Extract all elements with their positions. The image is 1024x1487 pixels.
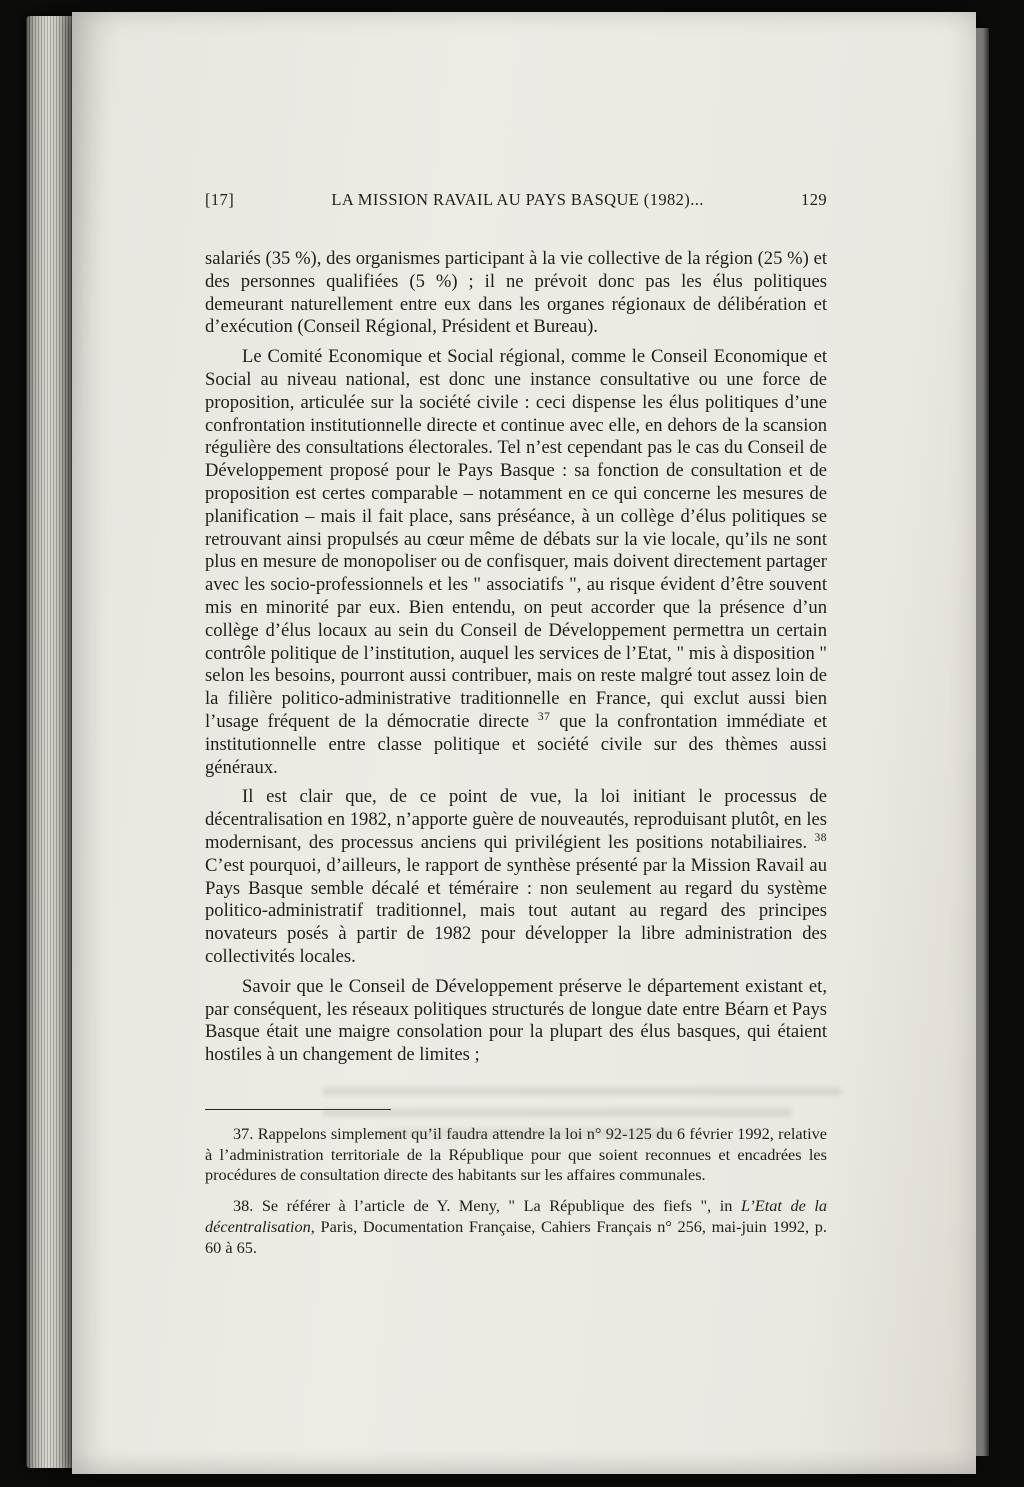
- article-locator: [17]: [205, 190, 235, 209]
- footnote-text: Paris, Documentation Française, Cahiers Français n° 256, mai-juin 1992, p. 60 à 65.: [205, 1217, 827, 1257]
- page-content: [205, 190, 827, 1269]
- footnote-38: [205, 1196, 827, 1258]
- right-page-stack-edge: [976, 28, 989, 1456]
- footnote-37: 37. Rappelons simplement qu’il faudra attendre la loi n° 92-125 du 6 février 1992, relative à l’administration territoriale de la République pour que soient reconnues et encadrées les procédures de consultation directe des habitants sur les affaires communales.: [205, 1123, 827, 1185]
- footnote-reference-37: 37: [537, 710, 551, 723]
- footnote-italic-title: L’Etat de la décentralisation,: [205, 1196, 828, 1237]
- body-text: [205, 248, 827, 1067]
- body-paragraph-3: [205, 786, 827, 968]
- paragraph-text: C’est pourquoi, d’ailleurs, le rapport de synthèse présenté par la Mission Ravail au Pays Basque semble décalé et téméraire : non seulement au regard du système politico-administratif traditionnel, mais tout autant au regard des principes novateurs posés à partir de 1982 pour développer la libre administration des collectivités locales.: [205, 854, 827, 967]
- footnotes: [205, 1109, 827, 1259]
- page-number: 129: [801, 190, 827, 209]
- footnote-separator-rule: [205, 1109, 391, 1110]
- running-title: LA MISSION RAVAIL AU PAYS BASQUE (1982)...: [331, 190, 704, 209]
- body-paragraph-1: salariés (35 %), des organismes participant à la vie collective de la région (25 %) et des personnes qualifiées (5 %) ; il ne prévoit donc pas les élus politiques demeurant naturellement entre eux dans les organes régionaux de délibération et d’exécution (Conseil Régional, Président et Bureau).: [205, 248, 827, 338]
- footnote-text: 38. Se référer à l’article de Y. Meny, " La République des fiefs ", in: [233, 1196, 741, 1216]
- book-binding-page-edges: [26, 16, 72, 1468]
- body-paragraph-4: Savoir que le Conseil de Développement préserve le département existant et, par conséquent, les réseaux politiques structurés de longue date entre Béarn et Pays Basque était une maigre consolation pour la plupart des élus basques, qui étaient hostiles à un changement de limites ;: [205, 975, 827, 1066]
- footnote-reference-38: 38: [814, 831, 827, 844]
- page-header: [205, 190, 827, 210]
- paragraph-text: Il est clair que, de ce point de vue, la loi initiant le processus de décentralisation en 1982, n’apporte guère de nouveautés, reproduisant plutôt, en les modernisant, des processus anciens qui privilégient les positions notabiliaires.: [205, 786, 827, 853]
- paragraph-text: Le Comité Economique et Social régional, comme le Conseil Economique et Social au niveau national, est donc une instance consultative ou une force de proposition, articulée sur la société civile : ceci dispense les élus politiques d’une confrontation institutionnelle directe et continue avec elle, en dehors de la scansion régulière des consultations électorales. Tel n’est cependant pas le cas du Conseil de Développement proposé pour le Pays Basque : sa fonction de consultation et de proposition est certes comparable – notamment en ce qui concerne les mesures de planification – mais il fait place, sans préséance, à un collège d’élus politiques se retrouvant ainsi propulsés au cœur même de débats sur la vie locale, qu’ils ne sont plus en mesure de monopoliser ou de confisquer, mais doivent directement partager avec les socio-professionnels et les " associatifs ", au risque évident d’être souvent mis en minorité par eux. Bien entendu, on peut accorder que la présence d’un collège d’élus locaux au sein du Conseil de Développement permettra un certain contrôle politique de l’institution, auquel les services de l’Etat, " mis à disposition " selon les besoins, pourront aussi contribuer, mais on reste malgré tout assez loin de la filière politico-administrative traditionnelle en France, qui exclut aussi bien l’usage fréquent de la démocratie directe: [205, 346, 827, 732]
- body-paragraph-2: [205, 346, 827, 779]
- paragraph-text: que la confrontation immédiate et institutionnelle entre classe politique et société civile sur des thèmes aussi généraux.: [205, 710, 828, 778]
- page: [72, 12, 976, 1474]
